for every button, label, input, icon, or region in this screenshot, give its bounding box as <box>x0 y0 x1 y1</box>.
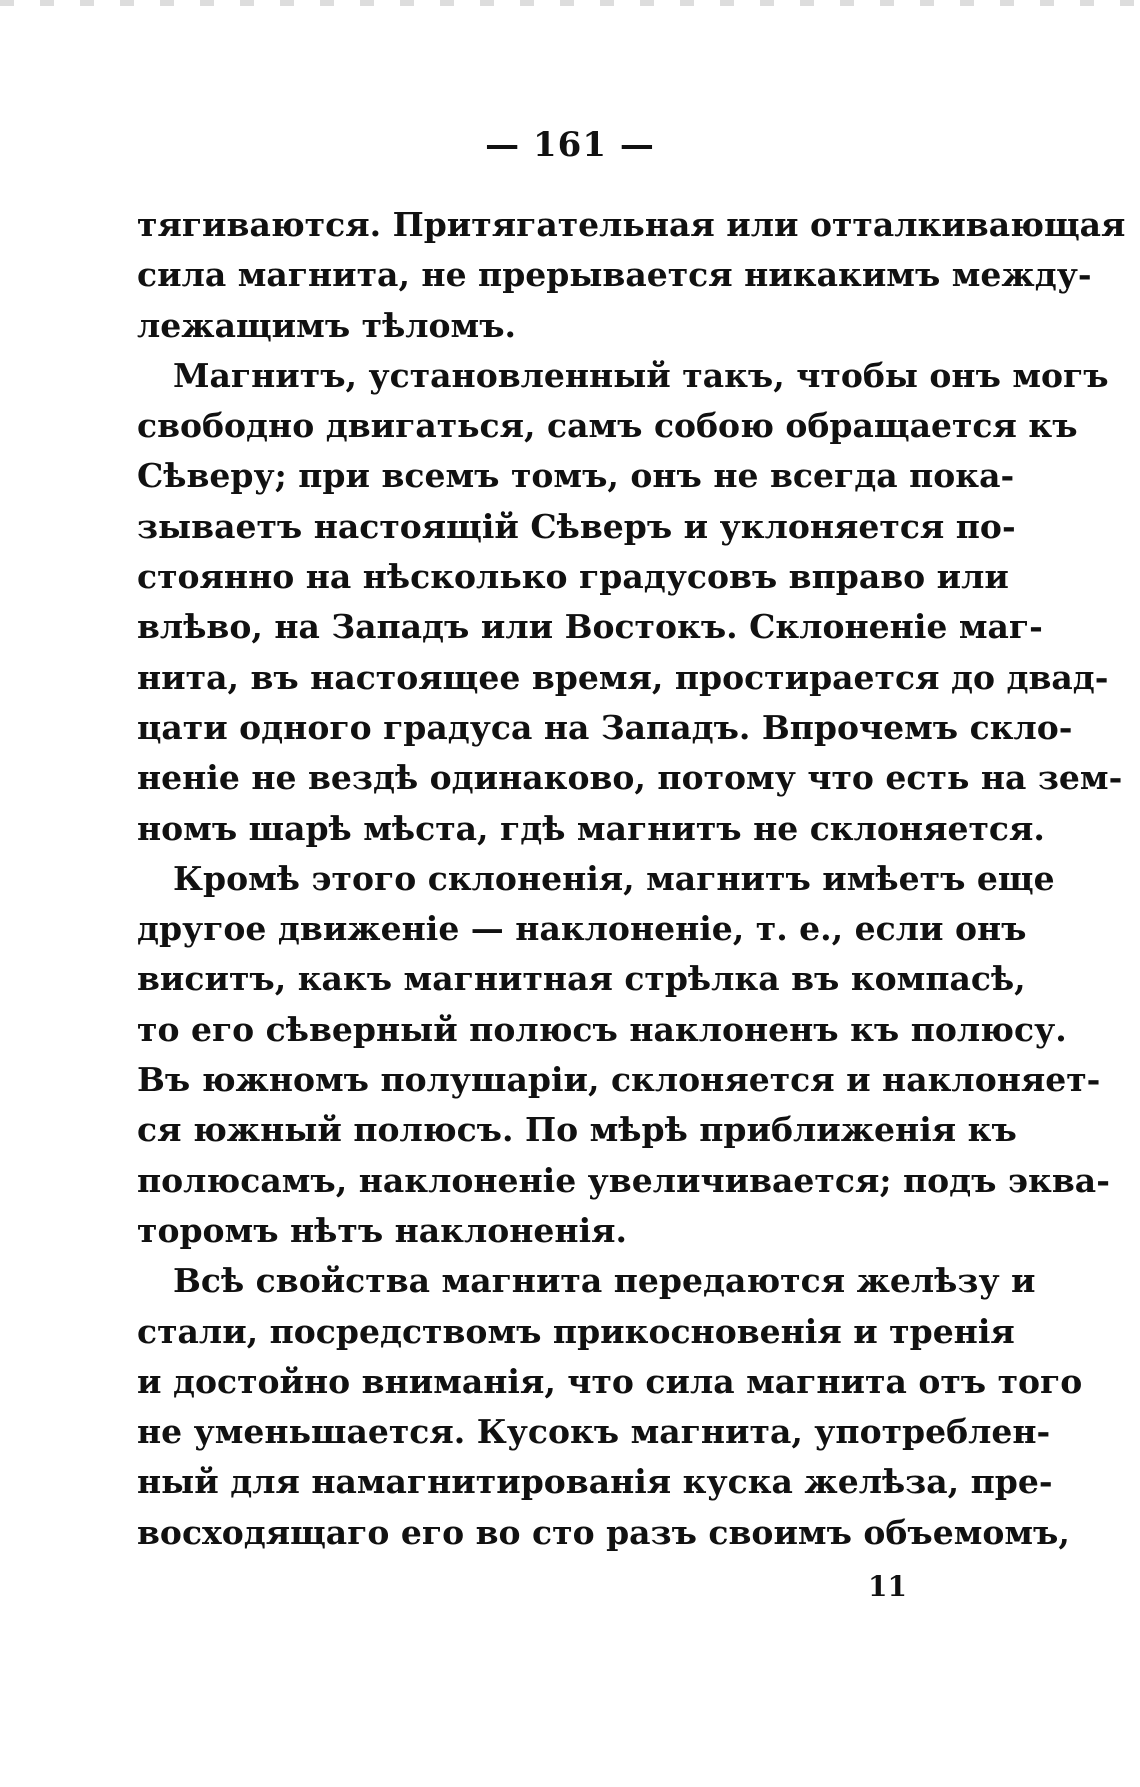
text-line: стоянно на нѣсколько градусовъ вправо или <box>137 557 1009 597</box>
text-line: Кромѣ этого склоненія, магнитъ имѣетъ еще <box>173 858 1055 898</box>
body-text <box>137 200 1126 1558</box>
text-line: Всѣ свойства магнита передаются желѣзу и <box>173 1261 1036 1301</box>
text-line: виситъ, какъ магнитная стрѣлка въ компасѣ, <box>137 959 1026 999</box>
text-line: то его сѣверный полюсъ наклоненъ къ полюсу. <box>137 1009 1067 1049</box>
text-line: тягиваются. Притягательная или отталкивающая <box>137 205 1126 244</box>
text-line: ся южный полюсъ. По мѣрѣ приближенія къ <box>137 1110 1017 1150</box>
text-line: нита, въ настоящее время, простирается до двад- <box>137 657 1109 697</box>
text-line: не уменьшается. Кусокъ магнита, употреблен- <box>137 1412 1051 1452</box>
text-line: стали, посредствомъ прикосновенія и тренія <box>137 1311 1015 1351</box>
text-line: торомъ нѣтъ наклоненія. <box>137 1210 627 1250</box>
text-line: свободно двигаться, самъ собою обращается къ <box>137 406 1078 446</box>
text-line: номъ шарѣ мѣста, гдѣ магнитъ не склоняется. <box>137 808 1045 848</box>
text-line: ный для намагнитированія куска желѣза, пре- <box>137 1462 1053 1502</box>
text-line: Сѣверу; при всемъ томъ, онъ не всегда пока- <box>137 456 1015 496</box>
text-line: другое движеніе — наклоненіе, т. е., если онъ <box>137 909 1027 949</box>
text-line: сила магнита, не прерывается никакимъ между- <box>137 255 1092 295</box>
text-line: и достойно вниманія, что сила магнита отъ того <box>137 1361 1083 1401</box>
text-line: неніе не вездѣ одинаково, потому что есть на зем- <box>137 758 1123 798</box>
text-line: Магнитъ, установленный такъ, чтобы онъ могъ <box>173 355 1109 395</box>
text-line: полюсамъ, наклоненіе увеличивается; подъ эква- <box>137 1160 1110 1200</box>
text-line: Въ южномъ полушаріи, склоняется и наклоняет- <box>137 1060 1101 1100</box>
scan-edge-artifact <box>0 0 1140 6</box>
text-line: лежащимъ тѣломъ. <box>137 305 517 345</box>
text-line: зываетъ настоящій Сѣверъ и уклоняется по- <box>137 506 1016 546</box>
signature-mark: 11 <box>868 1570 907 1603</box>
text-line: влѣво, на Западъ или Востокъ. Склоненіе маг- <box>137 607 1043 647</box>
page-number: — 161 — <box>485 125 655 165</box>
text-line: цати одного градуса на Западъ. Впрочемъ скло- <box>137 707 1073 747</box>
text-line: восходящаго его во сто разъ своимъ объемомъ, <box>137 1512 1070 1552</box>
